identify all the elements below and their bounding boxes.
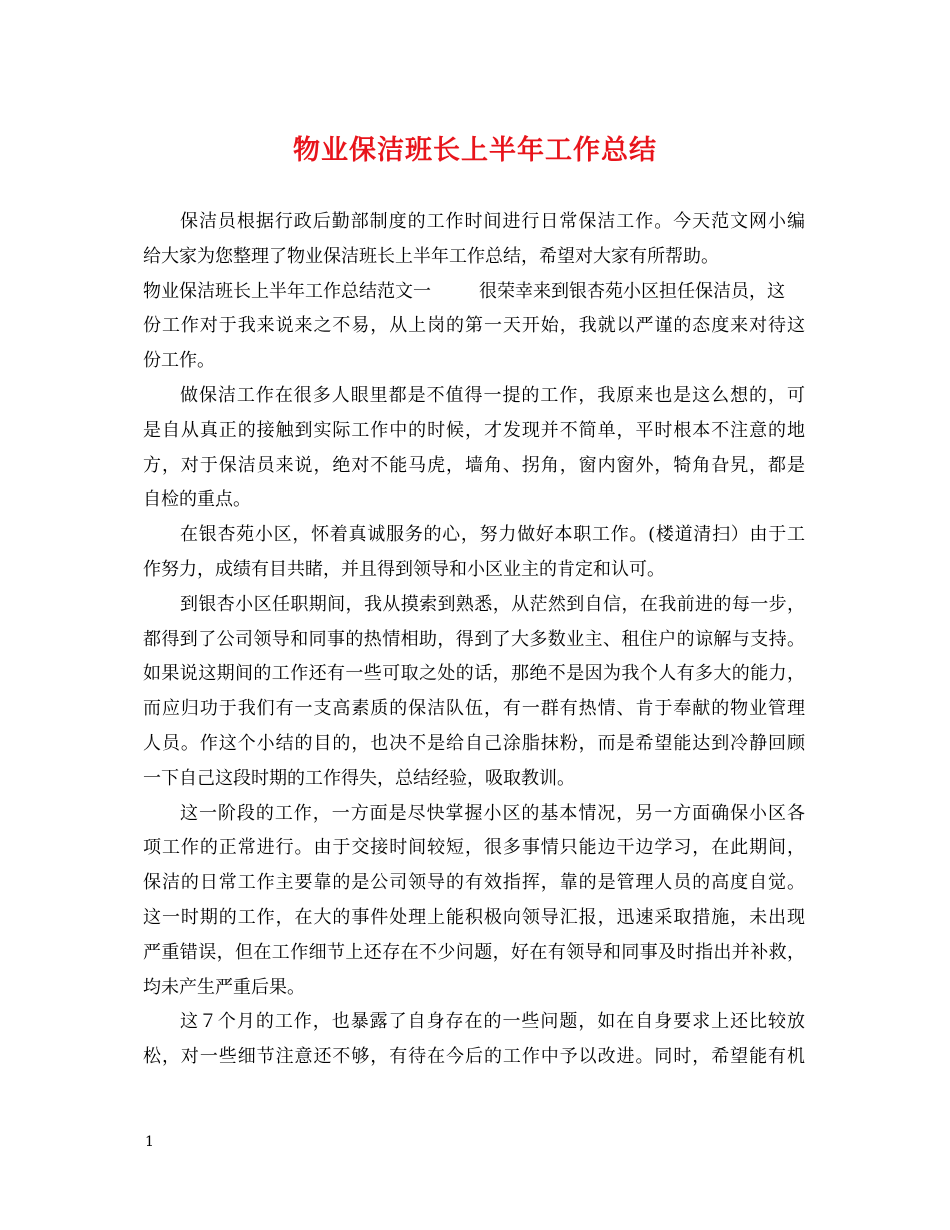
text-line: 到银杏小区任职期间，我从摸索到熟悉，从茫然到自信，在我前进的每一步， xyxy=(180,593,805,615)
text-line: 项工作的正常进行。由于交接时间较短，很多事情只能边干边学习，在此期间， xyxy=(143,837,805,859)
text-line: 保洁的日常工作主要靠的是公司领导的有效指挥，靠的是管理人员的高度自觉。 xyxy=(143,872,805,894)
text-line: 这一时期的工作，在大的事件处理上能积极向领导汇报，迅速采取措施，未出现 xyxy=(143,906,805,928)
page-number: 1 xyxy=(145,1134,154,1150)
text-line: 均未产生严重后果。 xyxy=(143,976,305,998)
text-line xyxy=(143,275,805,310)
text-line: 一下自己这段时期的工作得失，总结经验，吸取教训。 xyxy=(143,767,575,789)
text-line: 这一阶段的工作，一方面是尽快掌握小区的基本情况，另一方面确保小区各 xyxy=(180,802,805,824)
text-line: 严重错误，但在工作细节上还存在不少问题，好在有领导和同事及时指出并补救， xyxy=(143,941,805,963)
text-line: 给大家为您整理了物业保洁班长上半年工作总结，希望对大家有所帮助。 xyxy=(143,245,719,267)
text-line: 松，对一些细节注意还不够，有待在今后的工作中予以改进。同时，希望能有机 xyxy=(143,1046,805,1068)
section-heading: 物业保洁班长上半年工作总结范文一 xyxy=(143,280,431,302)
text-line: 人员。作这个小结的目的，也决不是给自己涂脂抹粉，而是希望能达到冷静回顾 xyxy=(143,732,805,754)
document-title: 物业保洁班长上半年工作总结 xyxy=(293,135,657,166)
text-line: 自检的重点。 xyxy=(143,489,251,511)
text-line: 都得到了公司领导和同事的热情相助，得到了大多数业主、租住户的谅解与支持。 xyxy=(143,628,805,650)
text-line: 方，对于保洁员来说，绝对不能马虎，墙角、拐角，窗内窗外，犄角旮旯，都是 xyxy=(143,454,805,476)
text-span: 很荣幸来到银杏苑小区担任保洁员，这 xyxy=(479,280,785,302)
text-line: 是自从真正的接触到实际工作中的时候，才发现并不简单，平时根本不注意的地 xyxy=(143,419,805,441)
text-line: 这７个月的工作，也暴露了自身存在的一些问题，如在自身要求上还比较放 xyxy=(180,1011,805,1033)
text-line: 如果说这期间的工作还有一些可取之处的话，那绝不是因为我个人有多大的能力， xyxy=(143,663,805,685)
text-line: 在银杏苑小区，怀着真诚服务的心，努力做好本职工作。(楼道清扫）由于工 xyxy=(180,524,805,546)
text-line: 份工作。 xyxy=(143,350,215,372)
text-line: 作努力，成绩有目共睹，并且得到领导和小区业主的肯定和认可。 xyxy=(143,558,665,580)
text-line: 保洁员根据行政后勤部制度的工作时间进行日常保洁工作。今天范文网小编 xyxy=(180,211,805,232)
text-line: 而应归功于我们有一支高素质的保洁队伍，有一群有热情、肯于奉献的物业管理 xyxy=(143,698,805,720)
text-line: 做保洁工作在很多人眼里都是不值得一提的工作，我原来也是这么想的，可 xyxy=(180,384,805,406)
document-body xyxy=(143,205,805,1075)
text-line: 份工作对于我来说来之不易，从上岗的第一天开始，我就以严谨的态度来对待这 xyxy=(143,315,805,337)
